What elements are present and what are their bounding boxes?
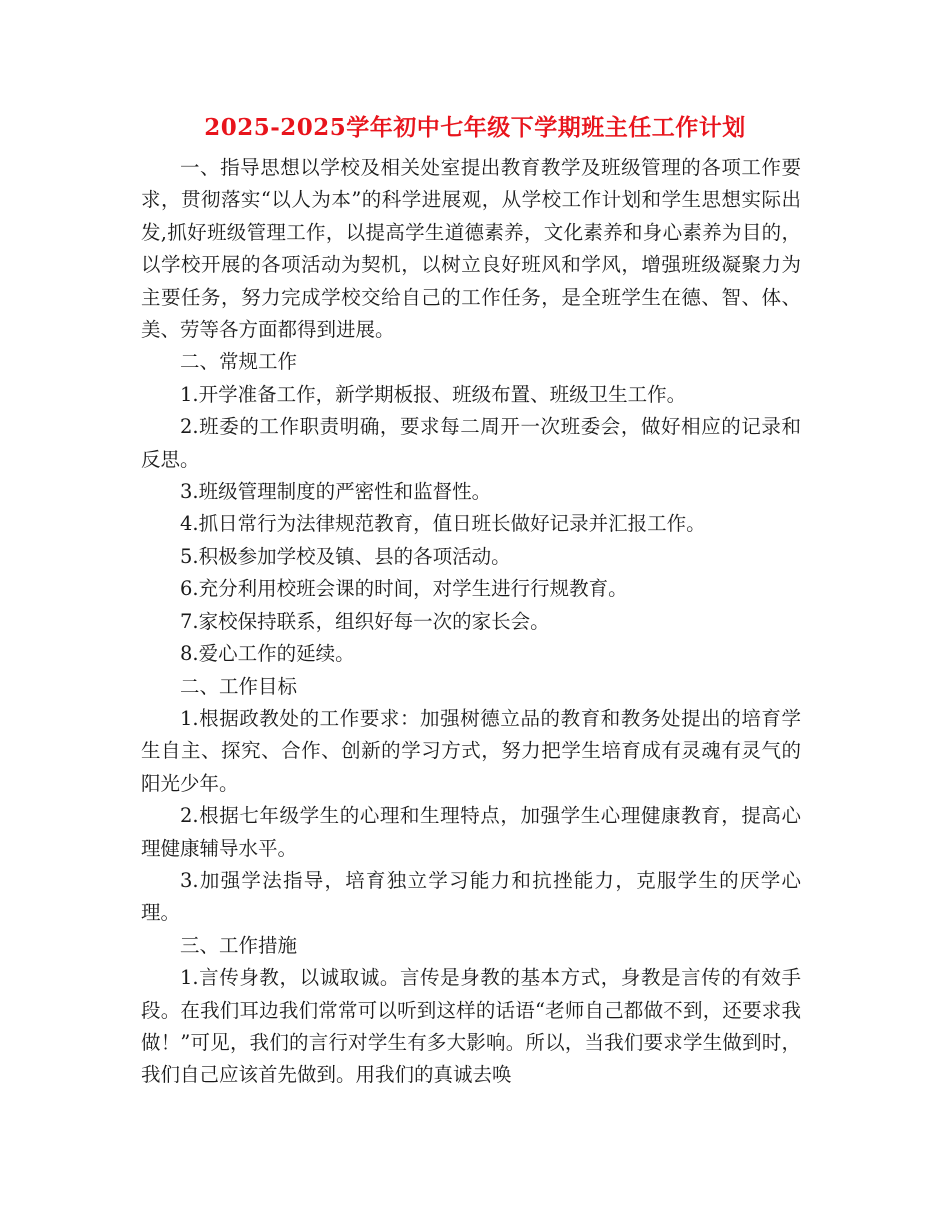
list-item: 1.开学准备工作，新学期板报、班级布置、班级卫生工作。	[180, 382, 687, 406]
document-body	[141, 152, 801, 1092]
list-item: 6.充分利用校班会课的时间，对学生进行行规教育。	[180, 577, 628, 601]
list-item: 3.加强学法指导，培育独立学习能力和抗挫能力，克服学生的厌学心理。	[141, 868, 801, 925]
list-item: 3.班级管理制度的严密性和监督性。	[180, 480, 492, 504]
paragraph-guiding-ideology: 一、指导思想以学校及相关处室提出教育教学及班级管理的各项工作要求，贯彻落实“以人为本”的科学进展观，从学校工作计划和学生思想实际出发,抓好班级管理工作，以提高学生道德素养，文化素养和身心素养为目的，以学校开展的各项活动为契机，以树立良好班风和学风，增强班级凝聚力为主要任务，努力完成学校交给自己的工作任务，是全班学生在德、智、体、美、劳等各方面都得到进展。	[141, 156, 801, 342]
heading-routine-work: 二、常规工作	[180, 350, 298, 374]
heading-work-goals: 二、工作目标	[180, 674, 298, 698]
document-title: 2025-2025学年初中七年级下学期班主任工作计划	[204, 114, 746, 141]
heading-work-measures: 三、工作措施	[180, 933, 298, 957]
list-item: 2.根据七年级学生的心理和生理特点，加强学生心理健康教育，提高心理健康辅导水平。	[141, 804, 801, 860]
list-item: 1.言传身教，以诚取诚。言传是身教的基本方式，身教是言传的有效手段。在我们耳边我们常常可以听到这样的话语“老师自己都做不到，还要求我做！”可见，我们的言行对学生有多大影响。所以，当我们要求学生做到时，我们自己应该首先做到。用我们的真诚去唤	[141, 966, 801, 1087]
list-item: 4.抓日常行为法律规范教育，值日班长做好记录并汇报工作。	[180, 512, 706, 536]
list-item: 2.班委的工作职责明确，要求每二周开一次班委会，做好相应的记录和反思。	[141, 415, 801, 471]
list-item: 1.根据政教处的工作要求：加强树德立品的教育和教务处提出的培育学生自主、探究、合作、创新的学习方式，努力把学生培育成有灵魂有灵气的阳光少年。	[141, 706, 801, 795]
list-item: 7.家校保持联系，组织好每一次的家长会。	[180, 609, 550, 633]
list-item: 8.爱心工作的延续。	[180, 642, 355, 666]
list-item: 5.积极参加学校及镇、县的各项活动。	[180, 544, 511, 568]
